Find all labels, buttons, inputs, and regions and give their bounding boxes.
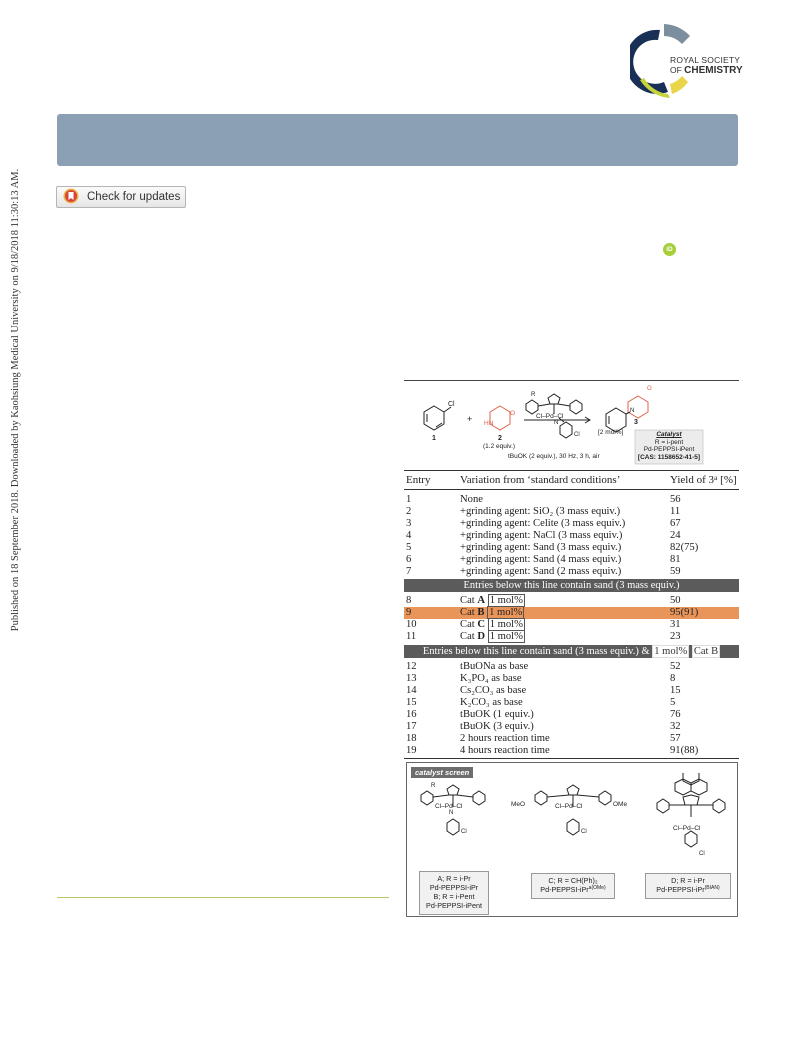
table-row [404, 518, 739, 530]
cell-entry: 1 [406, 494, 412, 505]
struct-a-cl: Cl [461, 829, 467, 835]
cell-variation: tBuOK (3 equiv.) [460, 721, 534, 732]
table-row [404, 566, 739, 578]
check-for-updates-button[interactable] [56, 186, 186, 208]
table-row [404, 506, 739, 518]
catalyst-r-label: R [531, 392, 536, 398]
cell-entry: 8 [406, 595, 412, 606]
cell-entry: 9 [406, 607, 412, 618]
catalyst-n-label: N [554, 420, 559, 426]
logo-line2: OF CHEMISTRY [670, 65, 743, 76]
cell-yield: 15 [670, 685, 681, 696]
cell-variation: 4 hours reaction time [460, 745, 550, 756]
cell-entry: 14 [406, 685, 417, 696]
cell-entry: 5 [406, 542, 412, 553]
cell-variation: Cat B 1 mol% [460, 607, 523, 618]
cell-yield: 24 [670, 530, 681, 541]
cell-entry: 16 [406, 709, 417, 720]
table-header [404, 474, 739, 486]
cell-yield: 5 [670, 697, 676, 708]
caption-a-b: A; R = i-Pr Pd-PEPPSI-iPr B; R = i-Pent Pd-PEPPSI-iPent [419, 871, 489, 915]
table-header-rule [404, 489, 739, 490]
cell-yield: 56 [670, 494, 681, 505]
logo-line1: ROYAL SOCIETY [670, 55, 741, 65]
compound-1-label: 1 [432, 435, 436, 442]
struct-c-pd: Cl–Pd–Cl [555, 803, 583, 810]
cell-yield: 23 [670, 631, 681, 642]
cell-yield: 50 [670, 595, 681, 606]
cell-entry: 11 [406, 631, 417, 642]
cell-yield: 11 [670, 506, 681, 517]
reaction-conditions: tBuOK (2 equiv.), 30 Hz, 3 h, air [508, 453, 600, 460]
cell-variation: +grinding agent: Sand (4 mass equiv.) [460, 554, 622, 565]
catalyst-screen-label: catalyst screen [411, 767, 473, 778]
catalyst-pd-label: Cl–Pd–Cl [536, 413, 564, 420]
cell-yield: 82(75) [670, 542, 699, 553]
table-row [404, 709, 739, 721]
table-row [404, 542, 739, 554]
table-row [404, 607, 739, 619]
divider-sand-catb: Entries below this line contain sand (3 mass equiv.) & 1 mol% Cat B [404, 645, 739, 658]
catalyst-box-cas: [CAS: 1158652-41-5] [637, 453, 701, 461]
cell-yield: 59 [670, 566, 681, 577]
chlorobenzene-structure [424, 406, 451, 430]
catalyst-cl-label: Cl [574, 432, 580, 438]
compound-2-label: 2 [498, 435, 502, 442]
cell-variation: K₂CO₃ as base [460, 697, 523, 708]
struct-c-meo: MeO [511, 801, 526, 808]
catalyst-box-r: R = i-pent [654, 438, 684, 446]
figure-top-rule [404, 380, 739, 381]
table-row [404, 595, 739, 607]
bookmark-icon [63, 188, 79, 207]
product-3-label: 3 [634, 419, 638, 426]
cl-label-1: Cl [448, 401, 455, 408]
cell-entry: 19 [406, 745, 417, 756]
caption-c: C; R = CH(Ph)₂ Pd-PEPPSI-iPr$^{a(OMe)}$ [531, 873, 615, 899]
cell-yield: 32 [670, 721, 681, 732]
cell-yield: 57 [670, 733, 681, 744]
table-row [404, 733, 739, 745]
cell-entry: 4 [406, 530, 412, 541]
table-row [404, 685, 739, 697]
catalyst-loading: [2 mol%] [598, 429, 624, 436]
table-row [404, 697, 739, 709]
footnote-rule [57, 897, 389, 898]
table-row [404, 673, 739, 685]
cell-variation: +grinding agent: SiO₂ (3 mass equiv.) [460, 506, 621, 517]
product-o-label: O [647, 386, 652, 392]
catalyst-box-text [635, 431, 703, 461]
journal-banner [57, 114, 738, 166]
cell-entry: 10 [406, 619, 417, 630]
reaction-scheme [404, 382, 739, 467]
table-top-rule [404, 470, 739, 471]
plus-sign: + [467, 414, 473, 424]
header-entry: Entry [406, 474, 431, 486]
cell-yield: 91(88) [670, 745, 699, 756]
compound-2-equiv: (1.2 equiv.) [483, 443, 516, 450]
cell-entry: 17 [406, 721, 417, 732]
cell-variation: 2 hours reaction time [460, 733, 550, 744]
cell-entry: 12 [406, 661, 417, 672]
cell-variation: None [460, 494, 483, 505]
product-n-label: N [630, 408, 635, 414]
divider-sand: Entries below this line contain sand (3 mass equiv.) [404, 579, 739, 592]
table-row [404, 619, 739, 631]
cell-yield: 76 [670, 709, 681, 720]
cell-variation: Cat D 1 mol% [460, 631, 523, 642]
cell-variation: tBuONa as base [460, 661, 529, 672]
check-for-updates-label: Check for updates [87, 191, 181, 203]
struct-a-r: R [431, 783, 436, 789]
cell-variation: Cat C 1 mol% [460, 619, 523, 630]
rsc-logo [630, 22, 742, 100]
cell-entry: 2 [406, 506, 412, 517]
struct-c-ome: OMe [613, 801, 628, 808]
orcid-icon[interactable]: iD [663, 243, 676, 256]
cell-entry: 15 [406, 697, 417, 708]
header-variation: Variation from ‘standard conditions’ [460, 474, 621, 486]
caption-d: D; R = i-Pr Pd-PEPPSI-iPr$^{(BIAN)}$ [645, 873, 731, 899]
table-bottom-rule [404, 758, 739, 759]
cell-variation: +grinding agent: Sand (2 mass equiv.) [460, 566, 622, 577]
table-row [404, 721, 739, 733]
cell-yield: 8 [670, 673, 676, 684]
catalyst-box-title: Catalyst [656, 431, 682, 438]
cell-entry: 13 [406, 673, 417, 684]
cell-variation: +grinding agent: NaCl (3 mass equiv.) [460, 530, 623, 541]
cell-entry: 18 [406, 733, 417, 744]
download-watermark: Published on 18 September 2018. Downloaded by Kaohsiung Medical University on 9/18/2018 11:30:13 AM. [10, 168, 21, 632]
cell-yield: 81 [670, 554, 681, 565]
cell-variation: +grinding agent: Sand (3 mass equiv.) [460, 542, 622, 553]
struct-c-cl: Cl [581, 829, 587, 835]
table-row [404, 554, 739, 566]
cell-yield: 31 [670, 619, 681, 630]
cell-variation: Cs₂CO₃ as base [460, 685, 527, 696]
cell-variation: Cat A 1 mol% [460, 595, 523, 606]
header-yield: Yield of 3$^a$ [%] [670, 473, 737, 486]
struct-d-cl: Cl [699, 851, 705, 857]
o-label-2: O [510, 410, 516, 417]
table-row [404, 530, 739, 542]
cell-yield: 67 [670, 518, 681, 529]
hn-label: HN [484, 420, 494, 427]
cell-entry: 3 [406, 518, 412, 529]
catalyst-box-name: Pd-PEPPSI-iPent [643, 446, 695, 453]
cell-entry: 7 [406, 566, 412, 577]
cell-variation: tBuOK (1 equiv.) [460, 709, 534, 720]
cell-entry: 6 [406, 554, 412, 565]
table-row [404, 631, 739, 643]
cell-variation: +grinding agent: Celite (3 mass equiv.) [460, 518, 626, 529]
table-row [404, 661, 739, 673]
table-row [404, 745, 739, 757]
cell-yield: 52 [670, 661, 681, 672]
cell-variation: K₃PO₄ as base [460, 673, 522, 684]
struct-a-n: N [449, 810, 454, 816]
cell-yield: 95(91) [670, 607, 699, 618]
product-structure [606, 396, 648, 432]
catalyst-screen-panel [406, 762, 738, 917]
table-row [404, 494, 739, 506]
struct-d-pd: Cl–Pd–Cl [673, 825, 701, 832]
struct-a-pd: Cl–Pd–Cl [435, 803, 463, 810]
